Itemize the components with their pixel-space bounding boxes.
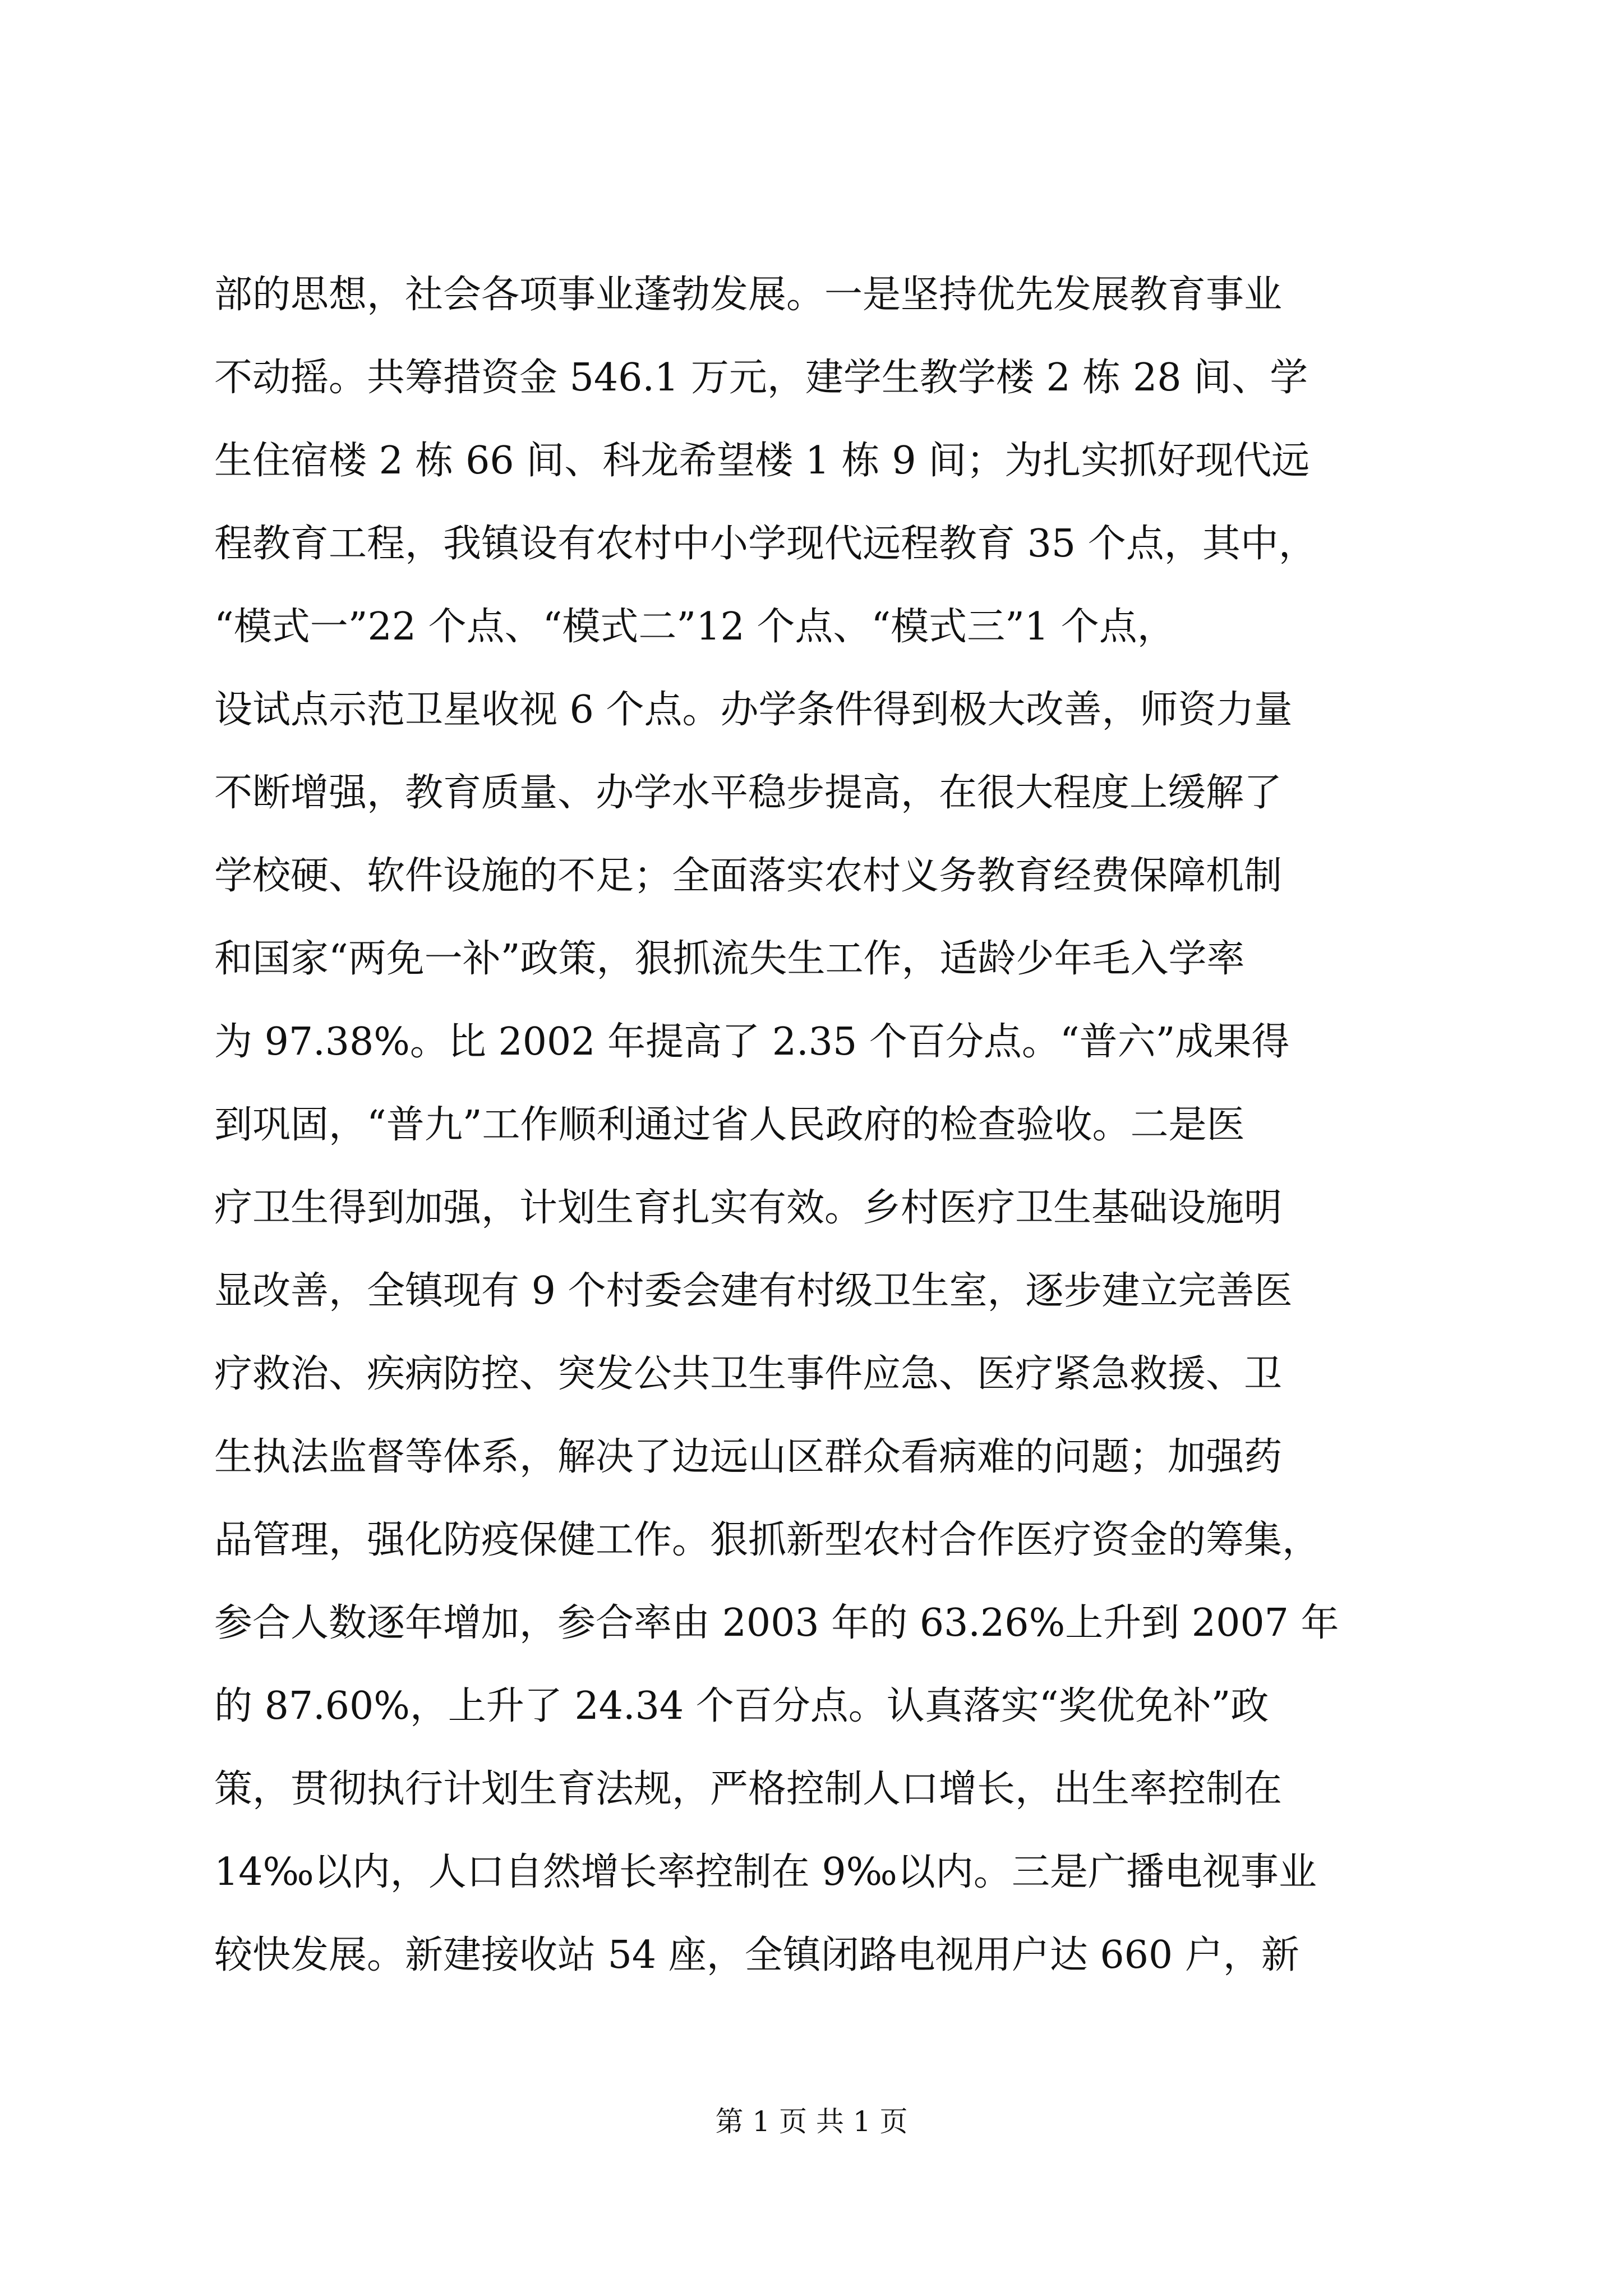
body-text xyxy=(214,254,1426,1997)
text-line: 和国家“两免一补”政策，狠抓流失生工作，适龄少年毛入学率 xyxy=(214,937,1245,981)
text-line: 为 97.38%。比 2002 年提高了 2.35 个百分点。“普六”成果得 xyxy=(214,1020,1290,1064)
text-line: 策，贯彻执行计划生育法规，严格控制人口增长，出生率控制在 xyxy=(214,1767,1283,1811)
text-line: 的 87.60%，上升了 24.34 个百分点。认真落实“奖优免补”政 xyxy=(214,1684,1269,1728)
text-line: 不动摇。共筹措资金 546.1 万元，建学生教学楼 2 栋 28 间、学 xyxy=(214,356,1308,400)
text-line: “模式一”22 个点、“模式二”12 个点、“模式三”1 个点， xyxy=(214,605,1175,649)
text-line: 生住宿楼 2 栋 66 间、科龙希望楼 1 栋 9 间；为扎实抓好现代远 xyxy=(214,439,1310,483)
text-line: 部的思想，社会各项事业蓬勃发展。一是坚持优先发展教育事业 xyxy=(214,273,1283,317)
text-line: 疗救治、疾病防控、突发公共卫生事件应急、医疗紧急救援、卫 xyxy=(214,1352,1283,1396)
text-line: 不断增强，教育质量、办学水平稳步提高，在很大程度上缓解了 xyxy=(214,771,1283,815)
text-line: 程教育工程，我镇设有农村中小学现代远程教育 35 个点，其中， xyxy=(214,522,1317,566)
page-footer: 第 1 页 共 1 页 xyxy=(715,2105,908,2138)
text-line: 设试点示范卫星收视 6 个点。办学条件得到极大改善，师资力量 xyxy=(214,688,1293,732)
text-line: 14‰以内，人口自然增长率控制在 9‰以内。三是广播电视事业 xyxy=(214,1850,1317,1894)
text-line: 学校硬、软件设施的不足；全面落实农村义务教育经费保障机制 xyxy=(214,854,1283,898)
text-line: 较快发展。新建接收站 54 座，全镇闭路电视用户达 660 户，新 xyxy=(214,1933,1299,1977)
text-line: 品管理，强化防疫保健工作。狠抓新型农村合作医疗资金的筹集， xyxy=(214,1518,1321,1562)
text-line: 到巩固，“普九”工作顺利通过省人民政府的检查验收。二是医 xyxy=(214,1103,1245,1147)
text-line: 显改善，全镇现有 9 个村委会建有村级卫生室，逐步建立完善医 xyxy=(214,1269,1293,1313)
text-line: 生执法监督等体系，解决了边远山区群众看病难的问题；加强药 xyxy=(214,1435,1283,1479)
text-line: 疗卫生得到加强，计划生育扎实有效。乡村医疗卫生基础设施明 xyxy=(214,1186,1283,1230)
text-line: 参合人数逐年增加，参合率由 2003 年的 63.26%上升到 2007 年 xyxy=(214,1601,1339,1645)
